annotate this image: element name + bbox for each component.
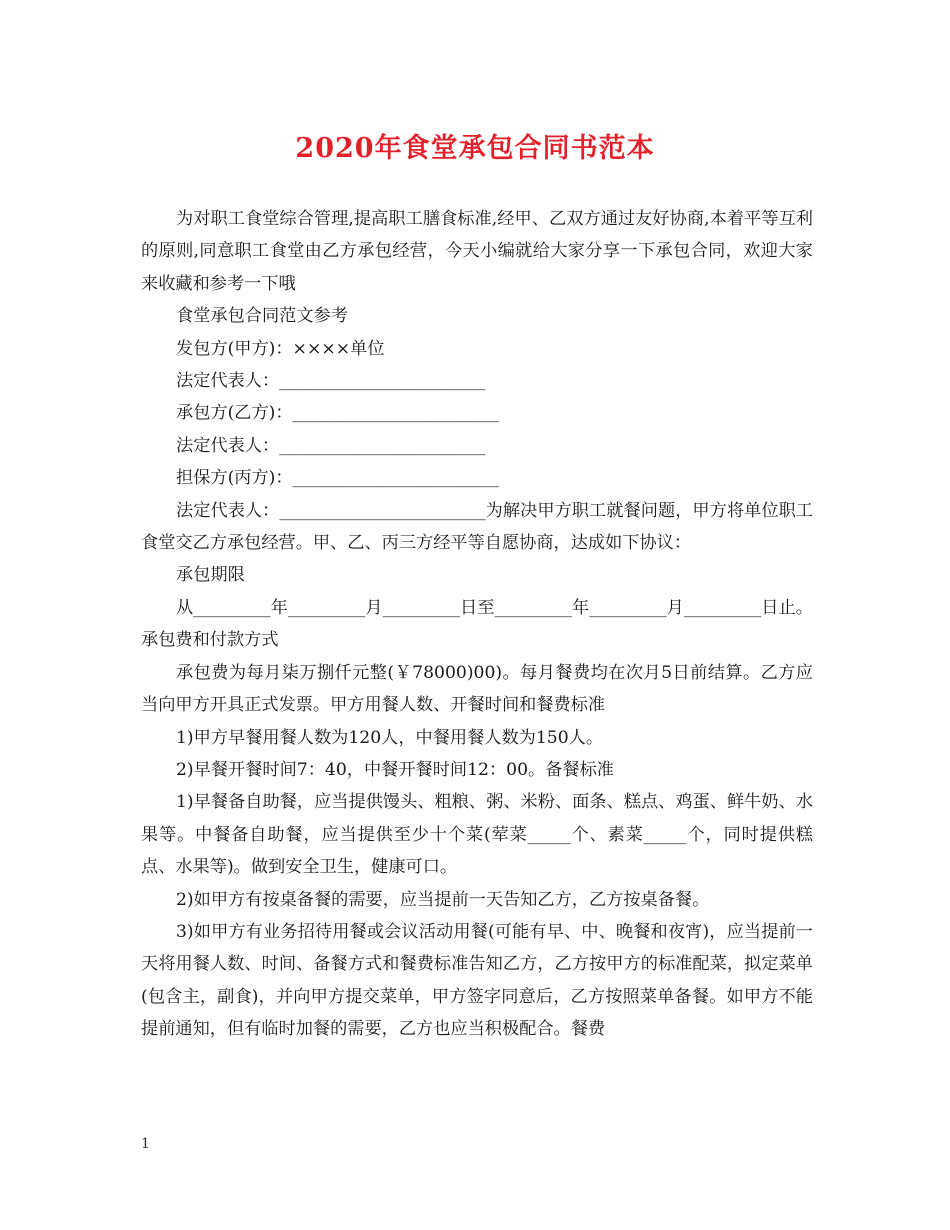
paragraph-term-dates: 从_________年_________月_________日至_________年_________月_________日止。承包费和付款方式 (141, 597, 813, 651)
paragraph-fee: 承包费为每月柒万捌仟元整(￥78000)00)。每月餐费均在次月5日前结算。乙方应当向甲方开具正式发票。甲方用餐人数、开餐时间和餐费标准 (141, 662, 813, 716)
paragraph-party-a: 发包方(甲方)：××××单位 (176, 338, 385, 359)
paragraph-term-heading: 承包期限 (176, 565, 245, 586)
paragraph-party-b: 承包方(乙方)：________________________ (176, 403, 499, 424)
paragraph-legal-rep-b: 法定代表人：________________________ (176, 435, 486, 456)
paragraph-buffet: 1)早餐备自助餐，应当提供馒头、粗粮、粥、米粉、面条、糕点、鸡蛋、鲜牛奶、水果等。中餐备自助餐，应当提供至少十个菜(荤菜_____个、素菜_____个，同时提供糕点、水果等)。做到安全卫生，健康可口。 (141, 792, 813, 878)
paragraph-legal-rep-a: 法定代表人：________________________ (176, 371, 486, 392)
paragraph-meal-times: 2)早餐开餐时间7：40，中餐开餐时间12：00。备餐标准 (176, 759, 614, 780)
paragraph-diners: 1)甲方早餐用餐人数为120人，中餐用餐人数为150人。 (176, 727, 604, 748)
paragraph-business-meals: 3)如甲方有业务招待用餐或会议活动用餐(可能有早、中、晚餐和夜宵)，应当提前一天将用餐人数、时间、备餐方式和餐费标准告知乙方，乙方按甲方的标准配菜，拟定菜单(包含主，副食)，并向甲方提交菜单，甲方签字同意后，乙方按照菜单备餐。如甲方不能提前通知，但有临时加餐的需要，乙方也应当积极配合。餐费 (141, 921, 813, 1040)
document-body (141, 203, 813, 1046)
paragraph-intro: 为对职工食堂综合管理,提高职工膳食标准,经甲、乙双方通过友好协商,本着平等互利的原则,同意职工食堂由乙方承包经营，今天小编就给大家分享一下承包合同，欢迎大家来收藏和参考一下哦 (141, 209, 813, 294)
paragraph-table-service: 2)如甲方有按桌备餐的需要，应当提前一天告知乙方，乙方按桌备餐。 (176, 889, 710, 910)
page-number: 1 (141, 1136, 150, 1152)
paragraph-party-c: 担保方(丙方)：________________________ (176, 468, 499, 489)
paragraph-section-heading: 食堂承包合同范文参考 (176, 306, 348, 327)
document-title: 2020年食堂承包合同书范本 (295, 133, 655, 164)
paragraph-legal-rep-c: 法定代表人：________________________为解决甲方职工就餐问题，甲方将单位职工食堂交乙方承包经营。甲、乙、丙三方经平等自愿协商，达成如下协议： (141, 500, 813, 554)
